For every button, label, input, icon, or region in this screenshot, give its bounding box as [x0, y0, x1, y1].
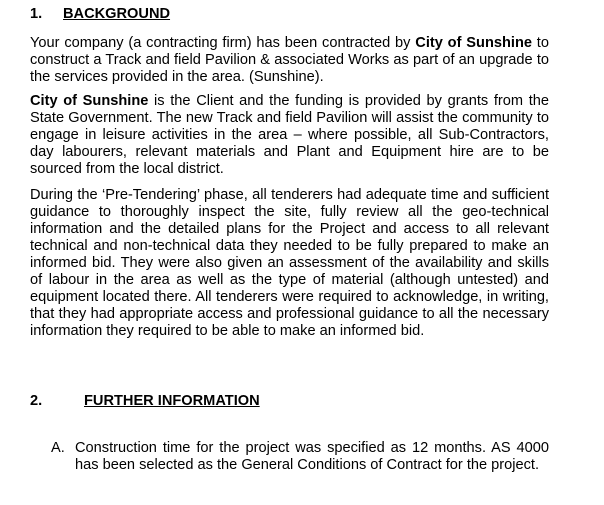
paragraph-text: Your company (a contracting firm) has been contracted by [30, 35, 416, 51]
paragraph-text: to construct a Track and field Pavilion & associated Works as part of an upgrade to the services provided in the area. (Sunshine). [30, 35, 549, 85]
background-paragraph-2 [30, 93, 549, 178]
section-1-heading [30, 6, 170, 23]
item-text: Construction time for the project was specified as 12 months. AS 4000 has been selected as the General Conditions of Contract for the project. [75, 440, 549, 473]
background-paragraph-3 [30, 187, 549, 340]
client-name: City of Sunshine [415, 35, 532, 51]
client-name: City of Sunshine [30, 93, 149, 109]
section-1-title: BACKGROUND [63, 6, 171, 22]
section-1-number: 1. [30, 6, 43, 22]
background-paragraph-1 [30, 35, 549, 86]
section-2-number: 2. [30, 393, 43, 409]
further-info-item-a [51, 440, 549, 474]
paragraph-text: is the Client and the funding is provided by grants from the State Government. The new Track and field Pavilion will assist the community to engage in leisure activities in the area – where possible, all Sub-Contractors, day labourers, relevant materials and Plant and Equipment hire are to be sourced from the local district. [30, 93, 549, 177]
section-2-heading [30, 393, 260, 410]
item-marker: A. [51, 440, 65, 456]
paragraph-text: During the ‘Pre-Tendering’ phase, all tenderers had adequate time and sufficient guidance to thoroughly inspect the site, fully review all the geo-technical information and the detailed plans for the Project and access to all relevant technical and non-technical data they needed to be fully prepared to make an informed bid. They were also given an assessment of the availability and skills of labour in the area as well as the type of material (although untested) and equipment located there. All tenderers were required to acknowledge, in writing, that they had appropriate access and professional guidance to all the necessary information they required to be able to make an informed bid. [30, 187, 549, 339]
section-2-title: FURTHER INFORMATION [84, 393, 260, 409]
